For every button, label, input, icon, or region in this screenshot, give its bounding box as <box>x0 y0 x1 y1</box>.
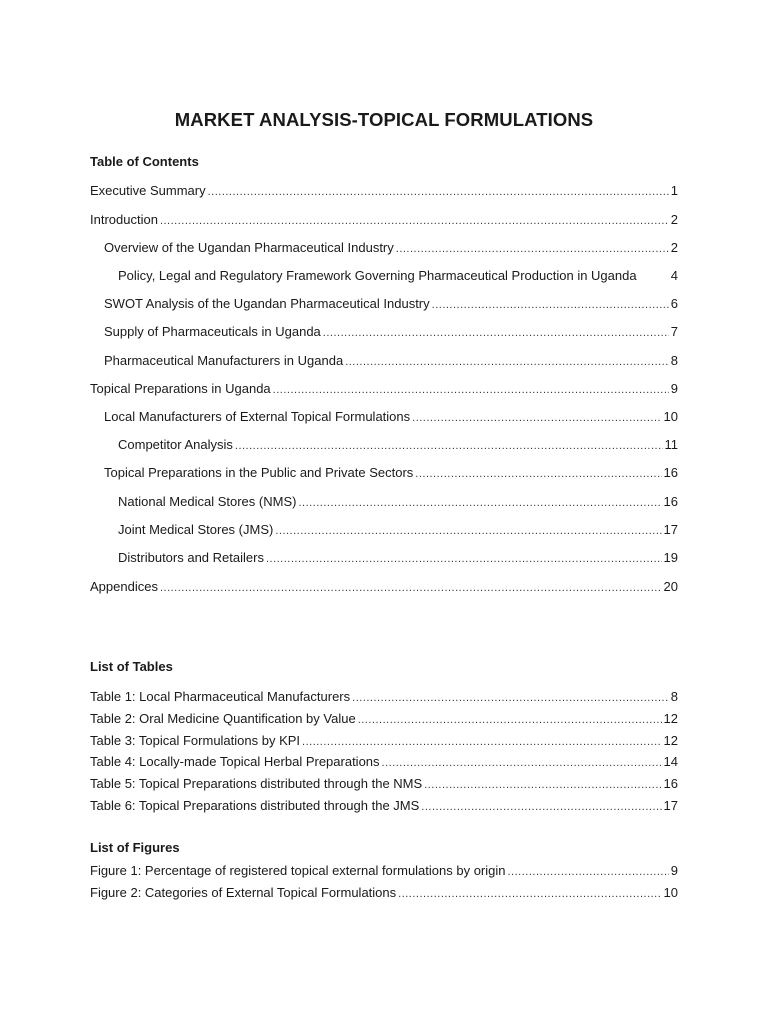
toc-entry-page: 4 <box>670 268 678 283</box>
toc-entry-page: 2 <box>670 240 678 255</box>
toc-entry-page: 16 <box>663 494 678 509</box>
table-entry-page: 17 <box>663 798 678 813</box>
toc-entry-competitor-analysis[interactable] <box>118 436 678 454</box>
dot-leader <box>432 296 669 314</box>
toc-entry-text: Distributors and Retailers <box>118 550 264 565</box>
table-entry-1[interactable] <box>90 688 678 706</box>
toc-entry-page: 7 <box>670 324 678 339</box>
dot-leader <box>421 798 661 816</box>
table-entry-6[interactable] <box>90 797 678 815</box>
toc-entry-text: Introduction <box>90 212 158 227</box>
toc-entry-overview[interactable] <box>104 239 678 257</box>
dot-leader <box>415 465 661 483</box>
toc-entry-appendices[interactable] <box>90 578 678 596</box>
toc-entry-supply[interactable] <box>104 323 678 341</box>
dot-leader <box>208 183 669 201</box>
table-entry-4[interactable] <box>90 753 678 771</box>
dot-leader <box>160 212 669 230</box>
toc-entry-text: Competitor Analysis <box>118 437 233 452</box>
dot-leader <box>352 689 669 707</box>
dot-leader <box>398 885 661 903</box>
toc-entry-policy-framework[interactable] <box>118 267 678 285</box>
dot-leader <box>412 409 661 427</box>
dot-leader <box>382 754 662 772</box>
dot-leader <box>235 437 663 455</box>
toc-entry-introduction[interactable] <box>90 211 678 229</box>
toc-entry-local-manufacturers[interactable] <box>104 408 678 426</box>
toc-entry-page: 9 <box>670 381 678 396</box>
toc-entry-page: 10 <box>663 409 678 424</box>
dot-leader <box>323 324 669 342</box>
figure-entry-2[interactable] <box>90 884 678 902</box>
dot-leader <box>275 522 661 540</box>
toc-entry-page: 1 <box>670 183 678 198</box>
table-entry-page: 12 <box>663 733 678 748</box>
toc-entry-page: 16 <box>663 465 678 480</box>
toc-entry-page: 8 <box>670 353 678 368</box>
tables-list-heading: List of Tables <box>90 659 173 674</box>
figure-entry-1[interactable] <box>90 862 678 880</box>
figure-entry-page: 10 <box>663 885 678 900</box>
toc-entry-topical-preparations[interactable] <box>90 380 678 398</box>
table-entry-page: 16 <box>663 776 678 791</box>
toc-entry-page: 19 <box>663 550 678 565</box>
figure-entry-page: 9 <box>670 863 678 878</box>
toc-entry-text: Local Manufacturers of External Topical Formulations <box>104 409 411 424</box>
toc-entry-page: 20 <box>663 579 678 594</box>
dot-leader <box>302 733 662 751</box>
figures-list-heading: List of Figures <box>90 840 180 855</box>
dot-leader <box>345 353 669 371</box>
document-title: MARKET ANALYSIS-TOPICAL FORMULATIONS <box>174 109 594 130</box>
toc-entry-page: 2 <box>670 212 678 227</box>
table-entry-3[interactable] <box>90 732 678 750</box>
table-entry-5[interactable] <box>90 775 678 793</box>
toc-entry-text: National Medical Stores (NMS) <box>118 494 297 509</box>
table-entry-2[interactable] <box>90 710 678 728</box>
toc-entry-text: Appendices <box>90 579 158 594</box>
table-entry-text: Table 1: Local Pharmaceutical Manufacturers <box>90 689 351 704</box>
figure-entry-text: Figure 1: Percentage of registered topical external formulations by origin <box>90 863 506 878</box>
toc-entry-nms[interactable] <box>118 493 678 511</box>
toc-entry-public-private[interactable] <box>104 464 678 482</box>
toc-entry-text: Executive Summary <box>90 183 206 198</box>
dot-leader <box>298 494 661 512</box>
table-entry-text: Table 3: Topical Formulations by KPI <box>90 733 301 748</box>
toc-entry-swot-analysis[interactable] <box>104 295 678 313</box>
dot-leader <box>160 579 662 597</box>
toc-entry-executive-summary[interactable] <box>90 182 678 200</box>
dot-leader <box>266 550 662 568</box>
table-entry-text: Table 5: Topical Preparations distributed through the NMS <box>90 776 423 791</box>
toc-entry-distributors[interactable] <box>118 549 678 567</box>
toc-entry-text: SWOT Analysis of the Ugandan Pharmaceutical Industry <box>104 296 430 311</box>
dot-leader <box>508 863 669 881</box>
toc-entry-page: 17 <box>663 522 678 537</box>
table-entry-page: 12 <box>663 711 678 726</box>
toc-entry-text: Policy, Legal and Regulatory Framework Governing Pharmaceutical Production in Uganda <box>118 268 637 283</box>
toc-entry-text: Pharmaceutical Manufacturers in Uganda <box>104 353 344 368</box>
dot-leader <box>358 711 662 729</box>
toc-entry-text: Supply of Pharmaceuticals in Uganda <box>104 324 321 339</box>
table-entry-page: 14 <box>663 754 678 769</box>
toc-entry-page: 6 <box>670 296 678 311</box>
dot-leader <box>424 776 661 794</box>
toc-entry-jms[interactable] <box>118 521 678 539</box>
figure-entry-text: Figure 2: Categories of External Topical Formulations <box>90 885 397 900</box>
table-entry-text: Table 4: Locally-made Topical Herbal Preparations <box>90 754 380 769</box>
table-entry-text: Table 2: Oral Medicine Quantification by Value <box>90 711 356 726</box>
toc-entry-page: 11 <box>664 437 678 452</box>
toc-entry-text: Overview of the Ugandan Pharmaceutical Industry <box>104 240 394 255</box>
toc-heading: Table of Contents <box>90 154 199 169</box>
toc-entry-text: Topical Preparations in the Public and Private Sectors <box>104 465 414 480</box>
table-entry-page: 8 <box>670 689 678 704</box>
toc-entry-text: Joint Medical Stores (JMS) <box>118 522 274 537</box>
dot-leader <box>396 240 669 258</box>
toc-entry-manufacturers[interactable] <box>104 352 678 370</box>
dot-leader <box>273 381 669 399</box>
toc-entry-text: Topical Preparations in Uganda <box>90 381 271 396</box>
table-entry-text: Table 6: Topical Preparations distributed through the JMS <box>90 798 420 813</box>
